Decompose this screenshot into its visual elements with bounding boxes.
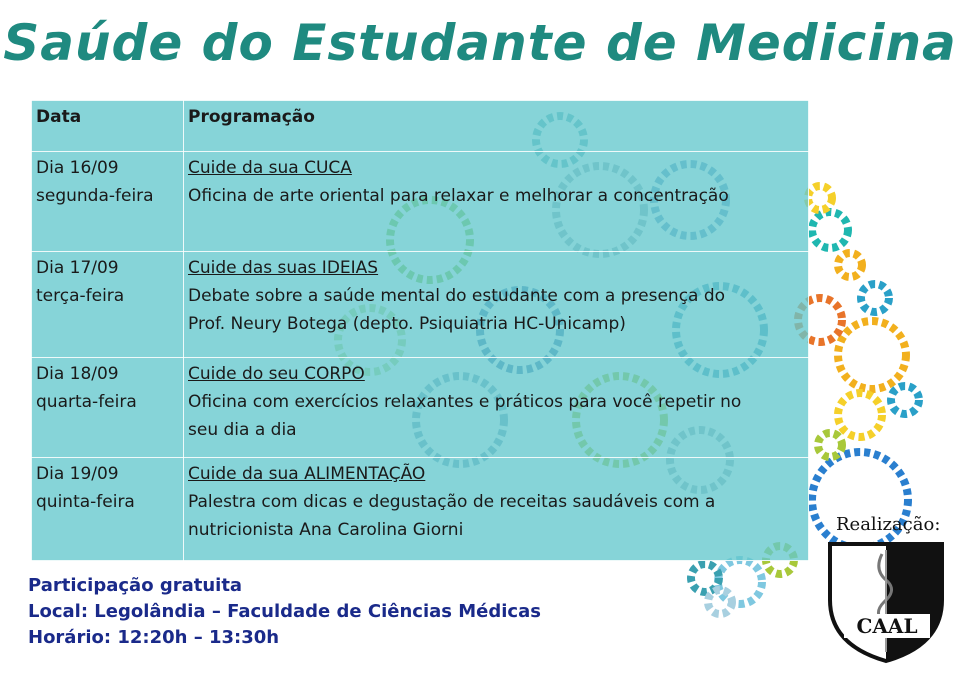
caal-logo-text: CAAL (856, 614, 918, 638)
date-text: Dia 18/09 (36, 364, 119, 384)
date-cell (32, 252, 184, 358)
date-cell (32, 458, 184, 561)
program-cell (184, 252, 809, 358)
column-header-date: Data (32, 101, 184, 152)
activity-heading: Cuide da sua CUCA (188, 158, 352, 178)
program-cell (184, 358, 809, 458)
weekday-text: terça-feira (36, 286, 125, 306)
table-header-row (32, 101, 809, 152)
activity-description: Debate sobre a saúde mental do estudante com a presença do (188, 286, 726, 306)
page-title: Saúde do Estudante de Medicina (3, 14, 957, 72)
activity-description: seu dia a dia (188, 420, 297, 440)
program-cell (184, 458, 809, 561)
date-text: Dia 16/09 (36, 158, 119, 178)
caal-logo (826, 540, 946, 665)
date-cell (32, 152, 184, 252)
table-row (32, 252, 809, 358)
location-text: Local: Legolândia – Faculdade de Ciências Médicas (28, 601, 541, 622)
activity-description: Oficina com exercícios relaxantes e práticos para você repetir no (188, 392, 742, 412)
schedule-time-text: Horário: 12:20h – 13:30h (28, 627, 280, 648)
table-row (32, 458, 809, 561)
activity-description: Oficina de arte oriental para relaxar e melhorar a concentração (188, 186, 729, 206)
weekday-text: segunda-feira (36, 186, 154, 206)
event-info (28, 573, 541, 651)
activity-heading: Cuide das suas IDEIAS (188, 258, 379, 278)
table-row (32, 358, 809, 458)
program-cell (184, 152, 809, 252)
column-header-programacao: Programação (184, 101, 809, 152)
table-row (32, 152, 809, 252)
activity-description: Palestra com dicas e degustação de receitas saudáveis com a (188, 492, 716, 512)
weekday-text: quinta-feira (36, 492, 135, 512)
activity-heading: Cuide da sua ALIMENTAÇÃO (188, 464, 426, 484)
realizacao-label: Realização: (836, 514, 941, 535)
date-text: Dia 19/09 (36, 464, 119, 484)
activity-description: Prof. Neury Botega (depto. Psiquiatria HC-Unicamp) (188, 314, 626, 334)
activity-heading: Cuide do seu CORPO (188, 364, 365, 384)
date-text: Dia 17/09 (36, 258, 119, 278)
schedule-table (31, 100, 809, 561)
participation-text: Participação gratuita (28, 575, 243, 596)
date-cell (32, 358, 184, 458)
activity-description: nutricionista Ana Carolina Giorni (188, 520, 464, 540)
weekday-text: quarta-feira (36, 392, 137, 412)
